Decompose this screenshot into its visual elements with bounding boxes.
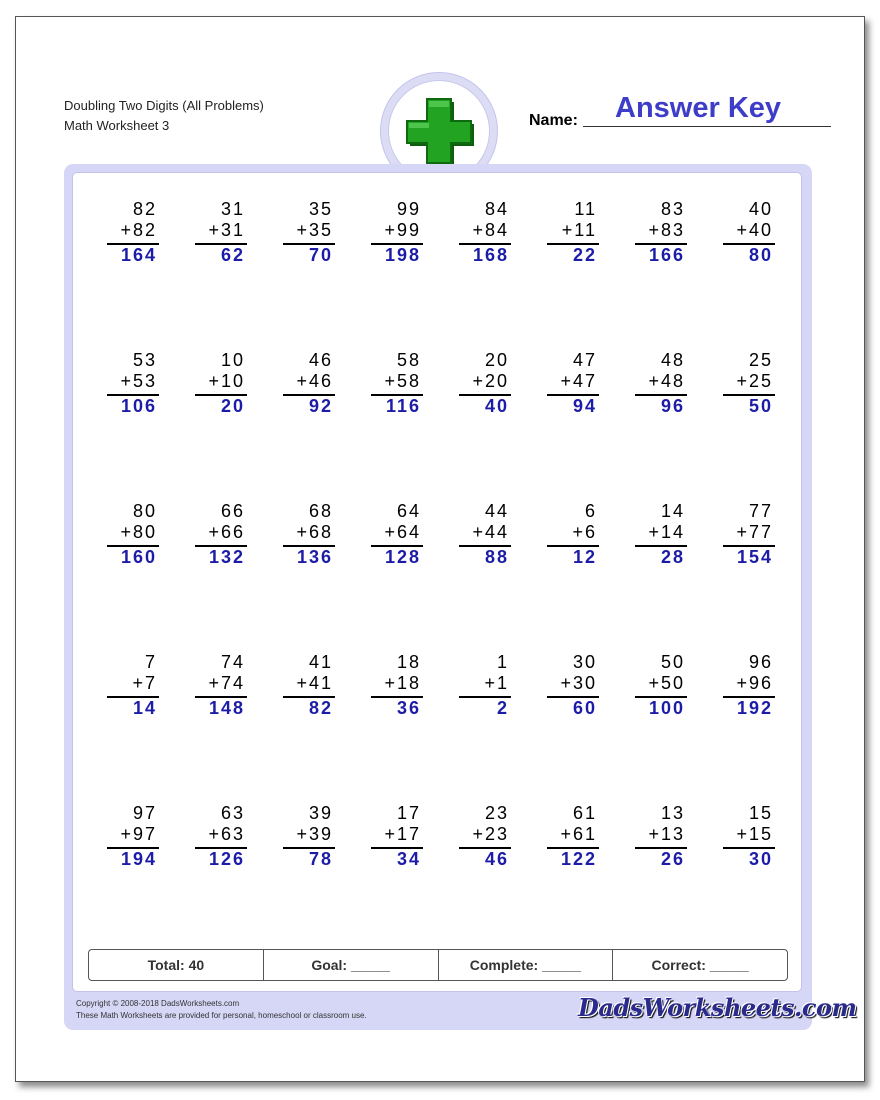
problem-answer: 2 xyxy=(496,698,509,718)
problem xyxy=(279,350,339,420)
problem-addend: 41 xyxy=(308,652,333,672)
problem xyxy=(103,501,163,571)
problems-grid xyxy=(72,172,802,992)
problem-addend-plus: +39 xyxy=(296,824,333,844)
problem-addend-plus: +41 xyxy=(296,673,333,693)
problem-answer: 166 xyxy=(648,245,685,265)
problem-answer: 46 xyxy=(484,849,509,869)
problem-addend-plus: +99 xyxy=(384,220,421,240)
problem xyxy=(455,199,515,269)
problem-addend: 23 xyxy=(484,803,509,823)
problem xyxy=(631,350,691,420)
problem xyxy=(543,652,603,722)
problem-addend: 30 xyxy=(572,652,597,672)
problem-addend-plus: +25 xyxy=(736,371,773,391)
problem-addend: 64 xyxy=(396,501,421,521)
problem xyxy=(631,652,691,722)
problem-addend-plus: +14 xyxy=(648,522,685,542)
problem-addend-plus: +66 xyxy=(208,522,245,542)
problem-answer: 160 xyxy=(120,547,157,567)
problem xyxy=(719,350,779,420)
copyright-line: Copyright © 2008-2018 DadsWorksheets.com xyxy=(76,999,240,1008)
usage-line: These Math Worksheets are provided for personal, homeschool or classroom use. xyxy=(76,1011,367,1020)
brand-logo: DadsWorksheets.com xyxy=(578,993,857,1022)
problem-answer: 192 xyxy=(736,698,773,718)
problem xyxy=(543,350,603,420)
problem-addend: 15 xyxy=(748,803,773,823)
problem xyxy=(455,350,515,420)
problem-answer: 36 xyxy=(396,698,421,718)
problem-addend: 99 xyxy=(396,199,421,219)
problem-addend-plus: +23 xyxy=(472,824,509,844)
problem-addend-plus: +84 xyxy=(472,220,509,240)
problem-addend: 96 xyxy=(748,652,773,672)
problem xyxy=(631,199,691,269)
complete-cell: Complete: _____ xyxy=(439,950,614,980)
problem-addend-plus: +17 xyxy=(384,824,421,844)
problem-answer: 40 xyxy=(484,396,509,416)
problem-addend-plus: +30 xyxy=(560,673,597,693)
problem-addend: 46 xyxy=(308,350,333,370)
problem-addend: 18 xyxy=(396,652,421,672)
problem xyxy=(543,199,603,269)
problem xyxy=(719,652,779,722)
problem-addend-plus: +20 xyxy=(472,371,509,391)
problem-addend: 14 xyxy=(660,501,685,521)
problem-answer: 12 xyxy=(572,547,597,567)
problem-answer: 14 xyxy=(132,698,157,718)
problem-addend: 48 xyxy=(660,350,685,370)
correct-cell: Correct: _____ xyxy=(651,957,749,973)
problem-answer: 78 xyxy=(308,849,333,869)
problem xyxy=(367,350,427,420)
problem-answer: 198 xyxy=(384,245,421,265)
problem-answer: 126 xyxy=(208,849,245,869)
problem-addend: 80 xyxy=(132,501,157,521)
problem xyxy=(455,803,515,873)
answer-key-text: Answer Key xyxy=(615,92,782,124)
name-label: Name: xyxy=(529,112,578,129)
problem-addend-plus: +50 xyxy=(648,673,685,693)
problem-answer: 100 xyxy=(648,698,685,718)
problem-addend: 53 xyxy=(132,350,157,370)
problem-addend-plus: +80 xyxy=(120,522,157,542)
problem-answer: 148 xyxy=(208,698,245,718)
score-table xyxy=(88,949,788,981)
problem-addend: 13 xyxy=(660,803,685,823)
problem-answer: 122 xyxy=(560,849,597,869)
problem-addend: 6 xyxy=(584,501,597,521)
problem-addend: 17 xyxy=(396,803,421,823)
problem-answer: 164 xyxy=(120,245,157,265)
problem xyxy=(719,803,779,873)
problem-addend-plus: +53 xyxy=(120,371,157,391)
problem-addend-plus: +74 xyxy=(208,673,245,693)
problem-addend-plus: +46 xyxy=(296,371,333,391)
problem-answer: 96 xyxy=(660,396,685,416)
goal-cell: Goal: _____ xyxy=(264,950,439,980)
problem xyxy=(631,803,691,873)
problem xyxy=(191,803,251,873)
problem-addend: 97 xyxy=(132,803,157,823)
problem-addend-plus: +82 xyxy=(120,220,157,240)
problem-answer: 94 xyxy=(572,396,597,416)
problem-addend: 40 xyxy=(748,199,773,219)
problem-addend: 35 xyxy=(308,199,333,219)
problem xyxy=(367,501,427,571)
problem-addend-plus: +15 xyxy=(736,824,773,844)
problem xyxy=(191,501,251,571)
problem-addend: 39 xyxy=(308,803,333,823)
problem-addend-plus: +7 xyxy=(132,673,157,693)
problem-addend: 77 xyxy=(748,501,773,521)
problem-addend-plus: +13 xyxy=(648,824,685,844)
problem xyxy=(279,199,339,269)
problem xyxy=(103,199,163,269)
problem-addend: 50 xyxy=(660,652,685,672)
problem-addend-plus: +31 xyxy=(208,220,245,240)
problem xyxy=(279,501,339,571)
problem-answer: 60 xyxy=(572,698,597,718)
problem-addend: 20 xyxy=(484,350,509,370)
problem-addend: 10 xyxy=(220,350,245,370)
worksheet-title: Doubling Two Digits (All Problems) xyxy=(64,98,264,113)
problem xyxy=(719,501,779,571)
problem-addend: 7 xyxy=(144,652,157,672)
problem-addend: 11 xyxy=(574,199,597,219)
problem-addend-plus: +58 xyxy=(384,371,421,391)
problem-addend-plus: +64 xyxy=(384,522,421,542)
problem-addend: 44 xyxy=(484,501,509,521)
problem xyxy=(103,803,163,873)
problem-answer: 136 xyxy=(296,547,333,567)
problem-answer: 132 xyxy=(208,547,245,567)
problem-addend-plus: +6 xyxy=(572,522,597,542)
problem-addend: 25 xyxy=(748,350,773,370)
problem-addend: 58 xyxy=(396,350,421,370)
name-input-line[interactable] xyxy=(583,126,831,127)
problem-addend-plus: +44 xyxy=(472,522,509,542)
problem-addend: 74 xyxy=(220,652,245,672)
problems-frame xyxy=(64,164,812,1030)
problem-answer: 26 xyxy=(660,849,685,869)
problem xyxy=(191,350,251,420)
problem-answer: 154 xyxy=(736,547,773,567)
problem-addend: 47 xyxy=(572,350,597,370)
problem-answer: 88 xyxy=(484,547,509,567)
problem-addend-plus: +35 xyxy=(296,220,333,240)
problem-answer: 20 xyxy=(220,396,245,416)
problem-addend: 61 xyxy=(572,803,597,823)
problem xyxy=(103,652,163,722)
problem xyxy=(631,501,691,571)
name-field-block xyxy=(529,92,831,128)
problem xyxy=(543,803,603,873)
problem xyxy=(191,199,251,269)
problem xyxy=(543,501,603,571)
problem-answer: 70 xyxy=(308,245,333,265)
problem-answer: 128 xyxy=(384,547,421,567)
problem-addend: 31 xyxy=(220,199,245,219)
problem-answer: 82 xyxy=(308,698,333,718)
problem xyxy=(455,652,515,722)
problem-answer: 62 xyxy=(220,245,245,265)
problem-addend-plus: +83 xyxy=(648,220,685,240)
problem xyxy=(103,350,163,420)
worksheet-subtitle: Math Worksheet 3 xyxy=(64,118,170,133)
problem-addend-plus: +18 xyxy=(384,673,421,693)
problem-addend-plus: +61 xyxy=(560,824,597,844)
worksheet-title-block xyxy=(64,96,264,136)
problem xyxy=(279,652,339,722)
problem-answer: 30 xyxy=(748,849,773,869)
problem-answer: 194 xyxy=(120,849,157,869)
problem-addend: 66 xyxy=(220,501,245,521)
problem-answer: 34 xyxy=(396,849,421,869)
problem-answer: 28 xyxy=(660,547,685,567)
problem-answer: 92 xyxy=(308,396,333,416)
problem-addend-plus: +48 xyxy=(648,371,685,391)
problem-addend-plus: +96 xyxy=(736,673,773,693)
problem-addend-plus: +1 xyxy=(484,673,509,693)
problem-addend: 68 xyxy=(308,501,333,521)
problem xyxy=(279,803,339,873)
problem-addend-plus: +47 xyxy=(560,371,597,391)
copyright-notice xyxy=(76,998,367,1022)
problem xyxy=(455,501,515,571)
problem-answer: 106 xyxy=(120,396,157,416)
total-cell: Total: 40 xyxy=(89,950,264,980)
problem xyxy=(367,652,427,722)
problem-addend-plus: +10 xyxy=(208,371,245,391)
problem-answer: 50 xyxy=(748,396,773,416)
problem xyxy=(719,199,779,269)
problem-addend: 63 xyxy=(220,803,245,823)
problem-addend-plus: +97 xyxy=(120,824,157,844)
problem-addend: 83 xyxy=(660,199,685,219)
problem-addend: 84 xyxy=(484,199,509,219)
problem xyxy=(367,803,427,873)
problem xyxy=(367,199,427,269)
problem-addend-plus: +40 xyxy=(736,220,773,240)
problem xyxy=(191,652,251,722)
problem-answer: 22 xyxy=(572,245,597,265)
problem-addend: 1 xyxy=(496,652,509,672)
problem-answer: 168 xyxy=(472,245,509,265)
problem-addend-plus: +11 xyxy=(561,220,597,240)
problem-answer: 80 xyxy=(748,245,773,265)
problem-answer: 116 xyxy=(385,396,421,416)
problem-addend: 82 xyxy=(132,199,157,219)
problem-addend-plus: +77 xyxy=(736,522,773,542)
problem-addend-plus: +63 xyxy=(208,824,245,844)
problem-addend-plus: +68 xyxy=(296,522,333,542)
